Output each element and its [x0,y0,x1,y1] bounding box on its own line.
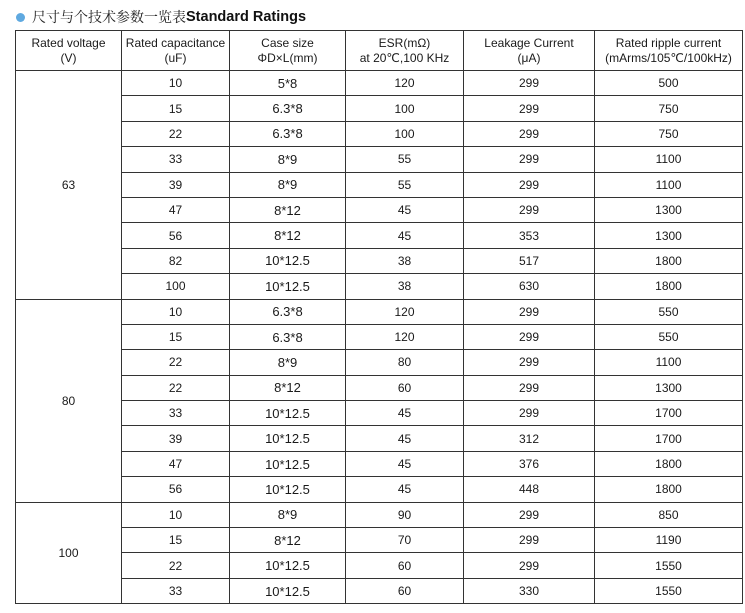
leakage-cell: 299 [464,324,595,349]
table-row [16,274,743,299]
header-esr: ESR(mΩ) at 20℃,100 KHz [346,31,464,71]
capacitance-cell: 39 [122,172,230,197]
capacitance-cell: 15 [122,324,230,349]
leakage-cell: 299 [464,553,595,578]
ripple-cell: 1550 [595,553,743,578]
header-row [16,31,743,71]
leakage-cell: 299 [464,299,595,324]
ripple-cell: 1100 [595,172,743,197]
capacitance-cell: 10 [122,502,230,527]
esr-cell: 100 [346,121,464,146]
case-size-cell: 6.3*8 [230,299,346,324]
ripple-cell: 550 [595,299,743,324]
capacitance-cell: 22 [122,553,230,578]
capacitance-cell: 56 [122,223,230,248]
table-row [16,197,743,222]
ripple-cell: 1550 [595,578,743,603]
leakage-cell: 312 [464,426,595,451]
bullet-icon [16,13,25,22]
table-row [16,324,743,349]
table-body [16,71,743,604]
case-size-cell: 10*12.5 [230,248,346,273]
leakage-cell: 448 [464,477,595,502]
case-size-cell: 8*12 [230,197,346,222]
capacitance-cell: 33 [122,147,230,172]
table-row [16,451,743,476]
capacitance-cell: 56 [122,477,230,502]
table-row [16,528,743,553]
table-row [16,299,743,324]
case-size-cell: 10*12.5 [230,274,346,299]
case-size-cell: 6.3*8 [230,96,346,121]
table-row [16,71,743,96]
ripple-cell: 1190 [595,528,743,553]
leakage-cell: 630 [464,274,595,299]
leakage-cell: 299 [464,502,595,527]
ripple-cell: 1800 [595,248,743,273]
table-row [16,477,743,502]
ripple-cell: 500 [595,71,743,96]
case-size-cell: 8*12 [230,375,346,400]
esr-cell: 45 [346,223,464,248]
table-row [16,553,743,578]
table-row [16,147,743,172]
esr-cell: 38 [346,248,464,273]
ripple-cell: 750 [595,121,743,146]
case-size-cell: 10*12.5 [230,426,346,451]
capacitance-cell: 39 [122,426,230,451]
ripple-cell: 1700 [595,401,743,426]
esr-cell: 120 [346,324,464,349]
table-row [16,426,743,451]
capacitance-cell: 33 [122,401,230,426]
voltage-cell: 63 [16,71,122,300]
ripple-cell: 1800 [595,451,743,476]
case-size-cell: 8*12 [230,528,346,553]
leakage-cell: 353 [464,223,595,248]
case-size-cell: 10*12.5 [230,401,346,426]
leakage-cell: 299 [464,71,595,96]
esr-cell: 100 [346,96,464,121]
ripple-cell: 750 [595,96,743,121]
esr-cell: 55 [346,147,464,172]
case-size-cell: 8*9 [230,502,346,527]
esr-cell: 120 [346,299,464,324]
esr-cell: 45 [346,401,464,426]
section-heading [16,6,306,28]
ripple-cell: 1300 [595,197,743,222]
case-size-cell: 8*9 [230,172,346,197]
ripple-cell: 1800 [595,274,743,299]
capacitance-cell: 33 [122,578,230,603]
esr-cell: 60 [346,375,464,400]
ripple-cell: 1300 [595,375,743,400]
table-row [16,502,743,527]
table-row [16,350,743,375]
esr-cell: 45 [346,451,464,476]
ripple-cell: 850 [595,502,743,527]
ripple-cell: 1700 [595,426,743,451]
case-size-cell: 6.3*8 [230,121,346,146]
leakage-cell: 299 [464,401,595,426]
esr-cell: 70 [346,528,464,553]
esr-cell: 55 [346,172,464,197]
header-rated-voltage: Rated voltage (V) [16,31,122,71]
table-row [16,248,743,273]
capacitance-cell: 10 [122,71,230,96]
leakage-cell: 376 [464,451,595,476]
leakage-cell: 330 [464,578,595,603]
leakage-cell: 299 [464,197,595,222]
capacitance-cell: 82 [122,248,230,273]
leakage-cell: 517 [464,248,595,273]
esr-cell: 38 [346,274,464,299]
voltage-cell: 100 [16,502,122,604]
heading-english: Standard Ratings [186,9,307,25]
esr-cell: 120 [346,71,464,96]
case-size-cell: 10*12.5 [230,553,346,578]
header-ripple-current: Rated ripple current (mArms/105℃/100kHz) [595,31,743,71]
capacitance-cell: 22 [122,350,230,375]
ripple-cell: 1800 [595,477,743,502]
esr-cell: 60 [346,553,464,578]
case-size-cell: 8*9 [230,147,346,172]
capacitance-cell: 47 [122,451,230,476]
esr-cell: 80 [346,350,464,375]
table-row [16,401,743,426]
table-row [16,96,743,121]
capacitance-cell: 22 [122,121,230,146]
case-size-cell: 10*12.5 [230,451,346,476]
header-leakage-current: Leakage Current (μA) [464,31,595,71]
ripple-cell: 1300 [595,223,743,248]
esr-cell: 90 [346,502,464,527]
heading-chinese: 尺寸与个技术参数一览表 [32,10,186,26]
table-row [16,121,743,146]
capacitance-cell: 10 [122,299,230,324]
header-case-size: Case size ΦD×L(mm) [230,31,346,71]
leakage-cell: 299 [464,96,595,121]
ripple-cell: 1100 [595,350,743,375]
ripple-cell: 550 [595,324,743,349]
capacitance-cell: 47 [122,197,230,222]
leakage-cell: 299 [464,121,595,146]
leakage-cell: 299 [464,172,595,197]
esr-cell: 45 [346,197,464,222]
case-size-cell: 6.3*8 [230,324,346,349]
capacitance-cell: 100 [122,274,230,299]
case-size-cell: 8*12 [230,223,346,248]
capacitance-cell: 15 [122,528,230,553]
case-size-cell: 10*12.5 [230,578,346,603]
leakage-cell: 299 [464,375,595,400]
case-size-cell: 5*8 [230,71,346,96]
case-size-cell: 10*12.5 [230,477,346,502]
voltage-cell: 80 [16,299,122,502]
table-row [16,223,743,248]
esr-cell: 60 [346,578,464,603]
ripple-cell: 1100 [595,147,743,172]
table-row [16,578,743,603]
esr-cell: 45 [346,477,464,502]
header-rated-capacitance: Rated capacitance (uF) [122,31,230,71]
table-row [16,375,743,400]
table-row [16,172,743,197]
ratings-table [15,30,743,604]
case-size-cell: 8*9 [230,350,346,375]
capacitance-cell: 15 [122,96,230,121]
capacitance-cell: 22 [122,375,230,400]
leakage-cell: 299 [464,528,595,553]
esr-cell: 45 [346,426,464,451]
leakage-cell: 299 [464,147,595,172]
leakage-cell: 299 [464,350,595,375]
